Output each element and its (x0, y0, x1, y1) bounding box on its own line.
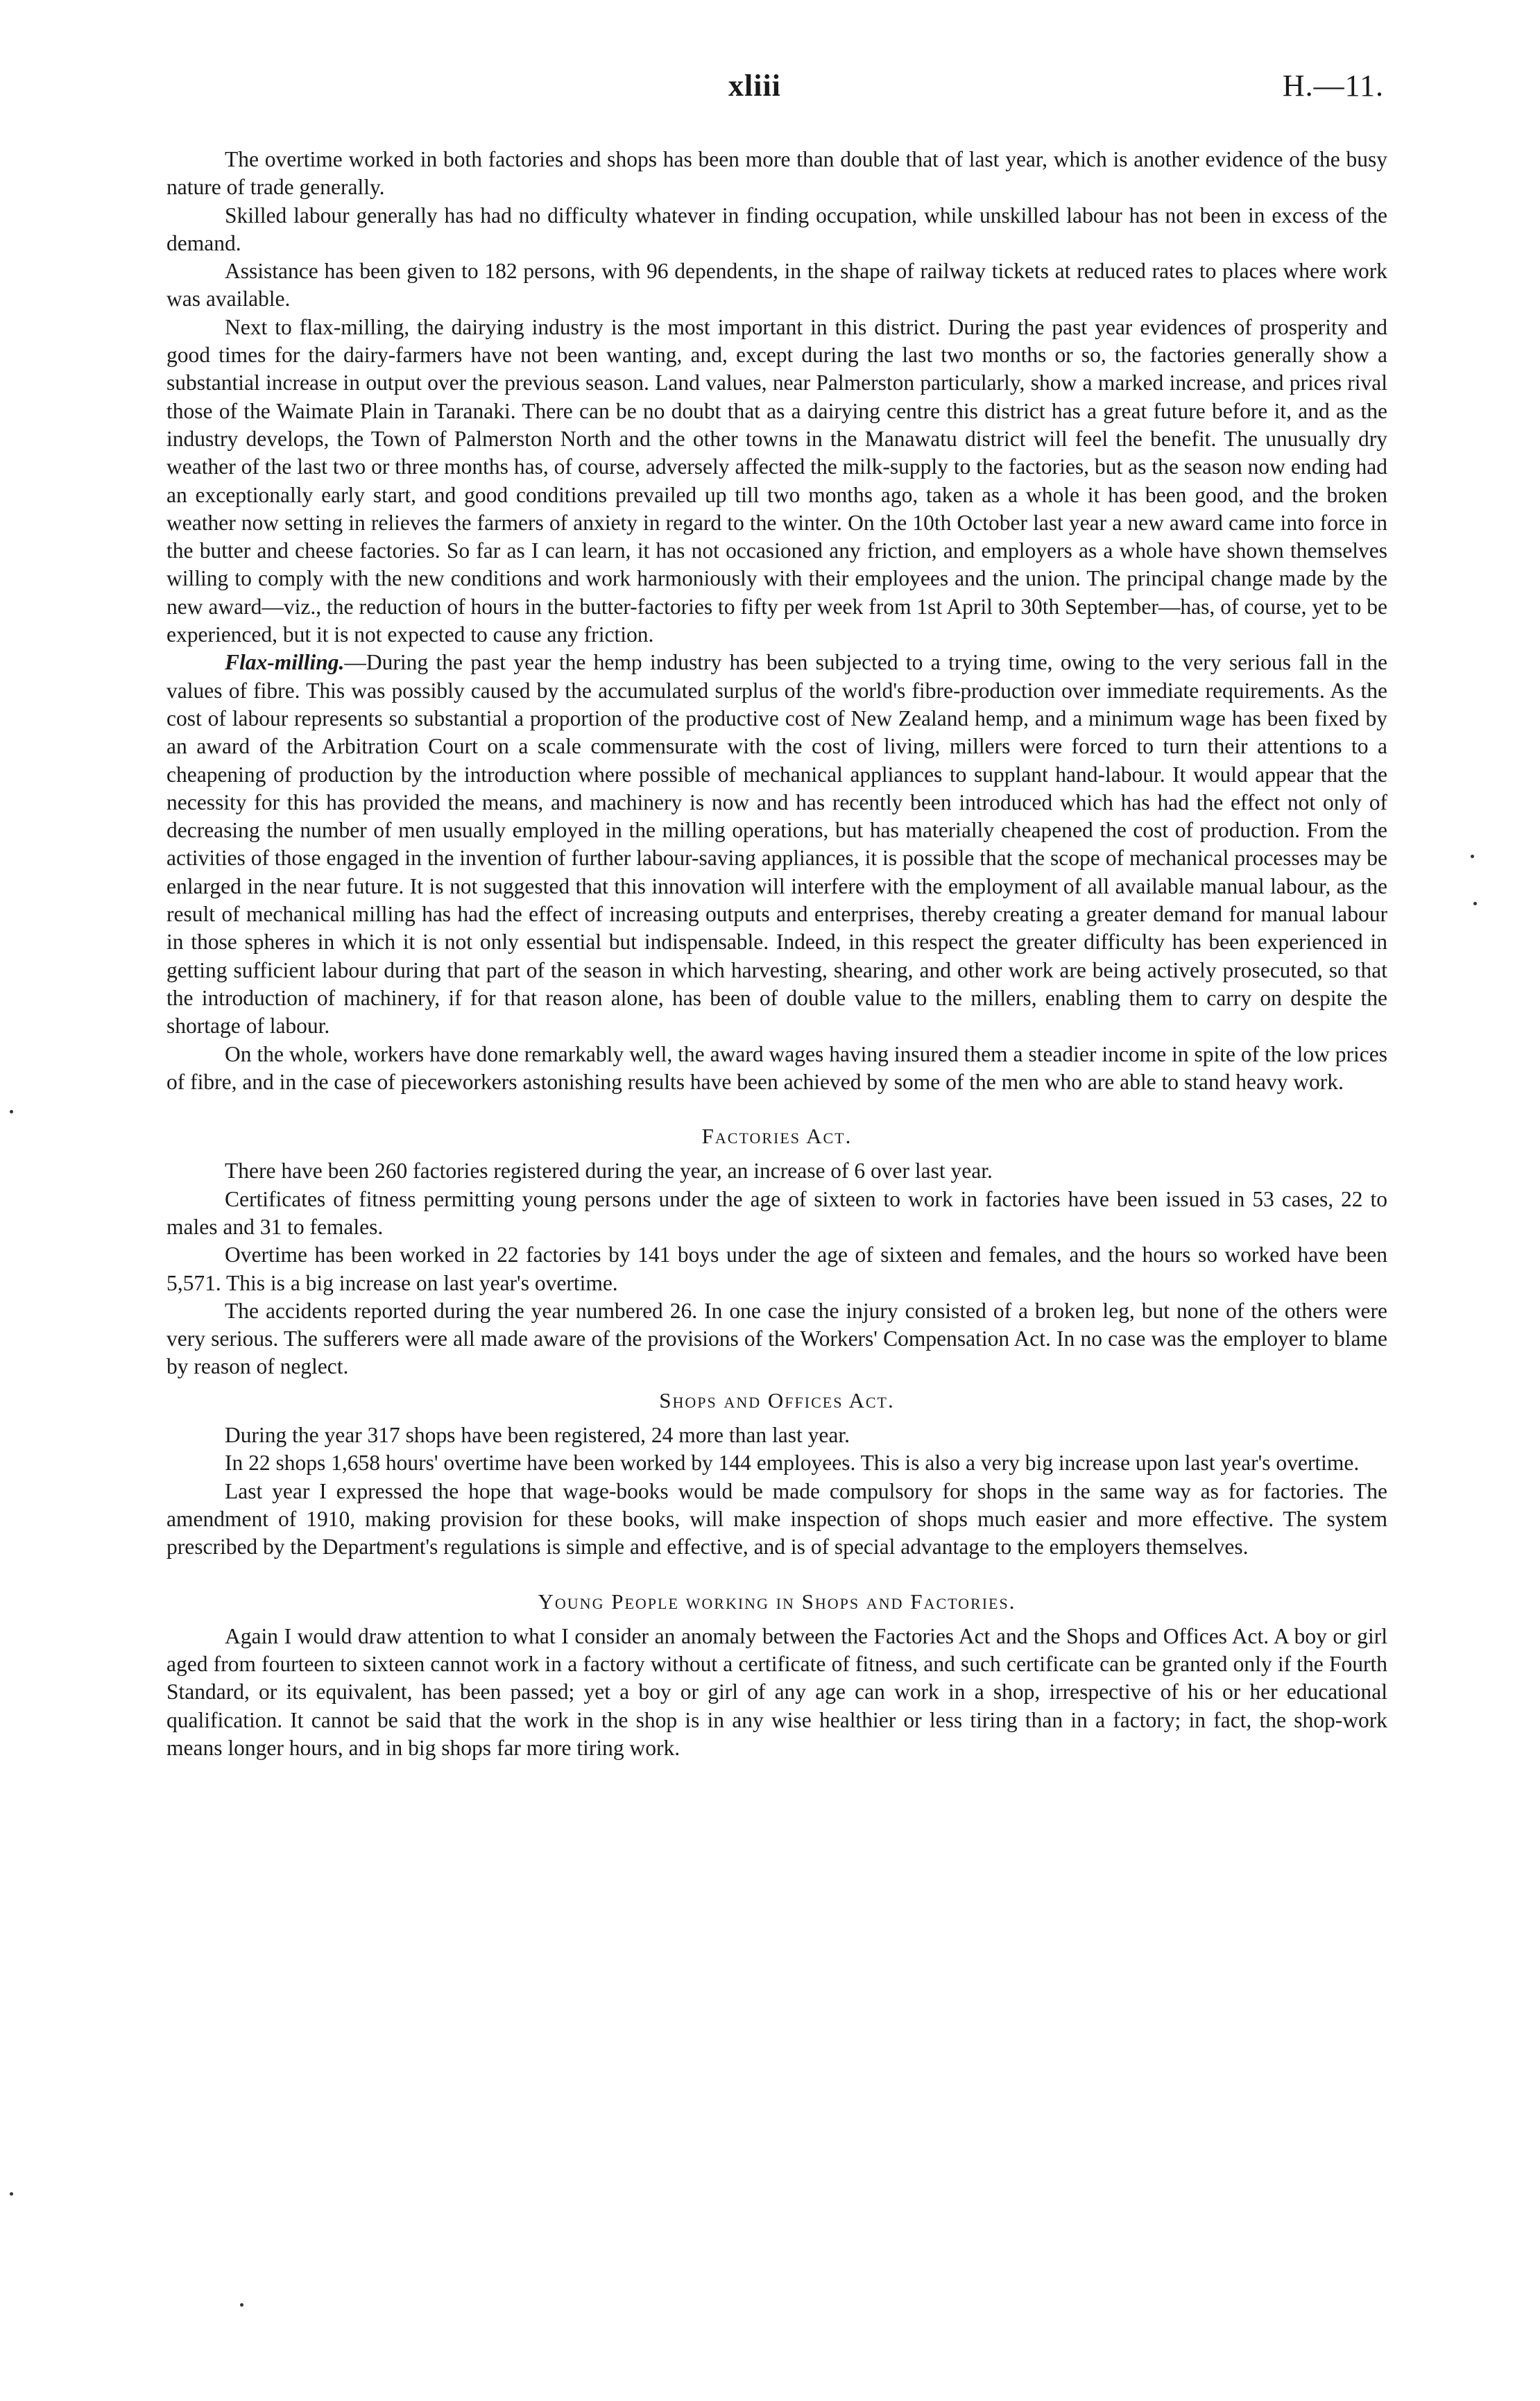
heading-shops-offices-act: Shops and Offices Act. (659, 1387, 895, 1412)
body-text (166, 146, 1387, 1762)
margin-speck (240, 2303, 243, 2307)
paragraph-accidents: The accidents reported during the year numbered 26. In one case the injury consisted of a broken leg, but none of the others were very serious. The sufferers were all made aware of the provisions of the Workers' Compensation Act. In no case was the employer to blame by reason of neglect. (166, 1298, 1387, 1379)
heading-factories-act: Factories Act. (701, 1124, 853, 1149)
paragraph-overtime: The overtime worked in both factories and shops has been more than double that of last year, which is another evidence of the busy nature of trade generally. (166, 147, 1387, 200)
flax-milling-text: —During the past year the hemp industry has been subjected to a trying time, owing to the very serious fall in the values of fibre. This was possibly caused by the accumulated surplus of the world's fibre-production over immediate requirements. As the cost of labour represents so substantial a proportion of the productive cost of New Zealand hemp, and a minimum wage has been fixed by an award of the Arbitration Court on a scale commensurate with the cost of living, millers were forced to turn their attentions to a cheapening of production by the introduction where possible of mechanical appliances to supplant hand-labour. It would appear that the necessity for this has provided the means, and machinery is now and has recently been introduced which has had the effect not only of decreasing the number of men usually employed in the milling operations, but has materially cheapened the cost of production. From the activities of those engaged in the invention of further labour-saving appliances, it is possible that the scope of mechanical processes may be enlarged in the near future. It is not suggested that this innovation will interfere with the employment of all available manual labour, as the result of mechanical milling has had the effect of increasing outputs and enterprises, thereby creating a greater demand for manual labour in those spheres in which it is not only essential but indispensable. Indeed, in this respect the greater difficulty has been experienced in getting sufficient labour during that part of the season in which harvesting, shearing, and other work are being actively prosecuted, so that the introduction of machinery, if for that reason alone, has been of double value to the millers, enabling them to carry on despite the shortage of labour. (166, 650, 1387, 1039)
page-number: xliii (728, 69, 781, 103)
paragraph-certificates-fitness: Certificates of fitness permitting young persons under the age of sixteen to work in factories have been issued in 53 cases, 22 to males and 31 to females. (166, 1186, 1387, 1239)
document-code: H.—11. (1282, 69, 1384, 103)
paragraph-workers-whole: On the whole, workers have done remarkably well, the award wages having insured them a steadier income in spite of the low prices of fibre, and in the case of pieceworkers astonishing results have been achieved by some of the men who are able to stand heavy work. (166, 1041, 1387, 1094)
paragraph-assistance: Assistance has been given to 182 persons, with 96 dependents, in the shape of railway tickets at reduced rates to places where work was available. (166, 259, 1387, 311)
paragraph-dairying: Next to flax-milling, the dairying industry is the most important in this district. During the past year evidences of prosperity and good times for the dairy-farmers have not been wanting, and, except during the last two months or so, the factories generally show a substantial increase in output over the previous season. Land values, near Palmerston particularly, show a marked increase, and prices rival those of the Waimate Plain in Taranaki. There can be no doubt that as a dairying centre this district has a great future before it, and as the industry develops, the Town of Palmerston North and the other towns in the Manawatu district will feel the benefit. The unusually dry weather of the last two or three months has, of course, adversely affected the milk-supply to the factories, but as the season now ending had an exceptionally early start, and good conditions prevailed up till two months ago, taken as a whole it has been good, and the broken weather now setting in relieves the farmers of anxiety in regard to the winter. On the 10th October last year a new award came into force in the butter and cheese factories. So far as I can learn, it has not occasioned any friction, and employers as a whole have shown themselves willing to comply with the new conditions and work harmoniously with their employees and the union. The principal change made by the new award—viz., the reduction of hours in the butter-factories to fifty per week from 1st April to 30th September—has, of course, yet to be experienced, but it is not expected to cause any friction. (166, 314, 1387, 647)
page-header (0, 68, 1540, 110)
paragraph-factories-registered: There have been 260 factories registered during the year, an increase of 6 over last year. (225, 1159, 993, 1184)
paragraph-anomaly: Again I would draw attention to what I consider an anomaly between the Factories Act and the Shops and Offices Act. A boy or girl aged from fourteen to sixteen cannot work in a factory without a certificate of fitness, and such certificate can be granted only if the Fourth Standard, or its equivalent, has been passed; yet a boy or girl of any age can work in a shop, irrespective of his or her educational qualification. It cannot be said that the work in the shop is in any wise healthier or less tiring than in a factory; in fact, the shop-work means longer hours, and in big shops far more tiring work. (166, 1623, 1387, 1761)
heading-young-people: Young People working in Shops and Factories. (538, 1589, 1016, 1614)
flax-milling-run-in-heading: Flax-milling. (225, 650, 345, 675)
paragraph-factories-overtime: Overtime has been worked in 22 factories by 141 boys under the age of sixteen and females, and the hours so worked have been 5,571. This is a big increase on last year's overtime. (166, 1242, 1387, 1295)
paragraph-shops-registered: During the year 317 shops have been registered, 24 more than last year. (225, 1423, 850, 1448)
margin-speck (1471, 855, 1474, 858)
paragraph-shops-overtime: In 22 shops 1,658 hours' overtime have been worked by 144 employees. This is also a very big increase upon last year's overtime. (225, 1451, 1360, 1476)
margin-speck (1473, 902, 1477, 905)
paragraph-wage-books: Last year I expressed the hope that wage-books would be made compulsory for shops in the same way as for factories. The amendment of 1910, making provision for these books, will make inspection of shops much easier and more effective. The system prescribed by the Department's regulations is simple and effective, and is of special advantage to the employers themselves. (166, 1478, 1387, 1560)
margin-speck (10, 2192, 13, 2196)
margin-speck (10, 1110, 13, 1113)
paragraph-flax-milling (166, 649, 1387, 1040)
paragraph-skilled-labour: Skilled labour generally has had no difficulty whatever in finding occupation, while unskilled labour has not been in excess of the demand. (166, 203, 1387, 255)
